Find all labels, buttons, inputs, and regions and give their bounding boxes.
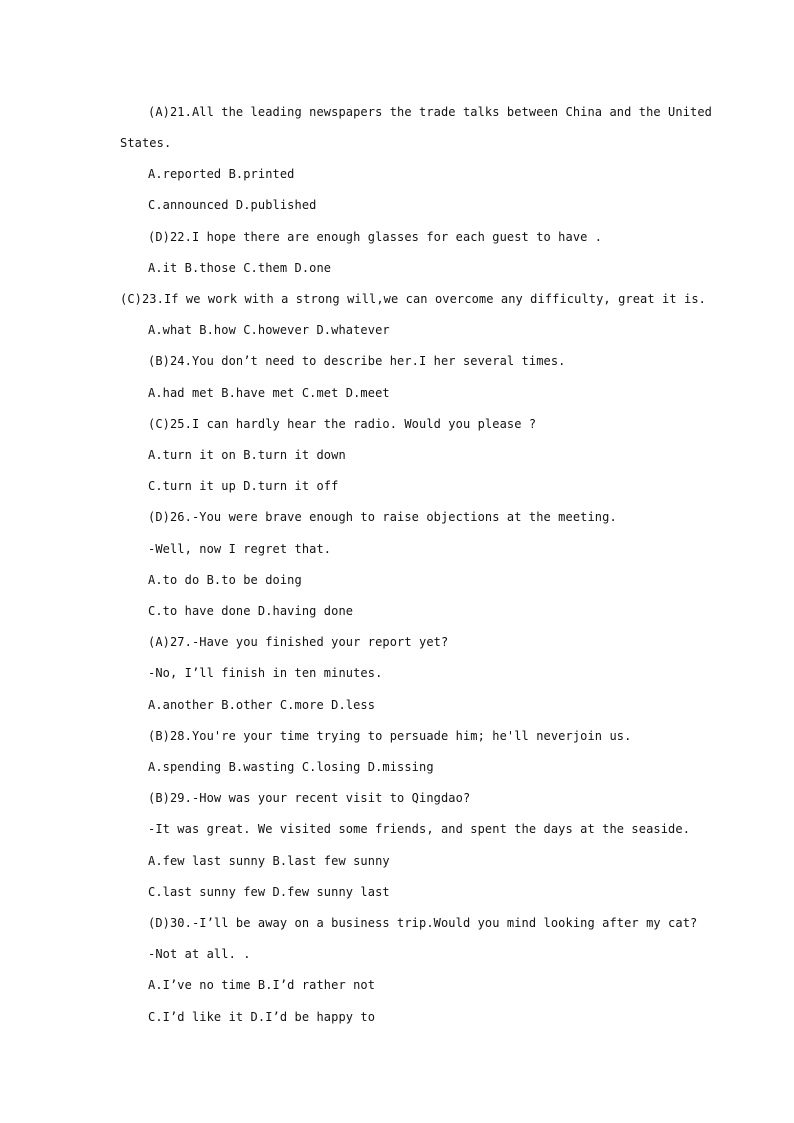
question-24: (B)24.You don’t need to describe her.I her several times. <box>148 354 566 368</box>
question-29-reply: -It was great. We visited some friends, and spent the days at the seaside. <box>148 822 691 836</box>
question-30: (D)30.-I’ll be away on a business trip.Would you mind looking after my cat? <box>148 916 698 930</box>
question-27-reply: -No, I’ll finish in ten minutes. <box>148 666 383 680</box>
question-26-options-c-d: C.to have done D.having done <box>148 604 354 618</box>
question-25-options-a-b: A.turn it on B.turn it down <box>148 448 346 462</box>
question-28-options: A.spending B.wasting C.losing D.missing <box>148 760 434 774</box>
question-23-options: A.what B.how C.however D.whatever <box>148 323 390 337</box>
question-22: (D)22.I hope there are enough glasses for each guest to have . <box>148 230 603 244</box>
question-21-continuation: States. <box>120 136 172 150</box>
question-22-options: A.it B.those C.them D.one <box>148 261 332 275</box>
question-28: (B)28.You're your time trying to persuade him; he'll neverjoin us. <box>148 729 632 743</box>
question-26-reply: -Well, now I regret that. <box>148 542 332 556</box>
question-26: (D)26.-You were brave enough to raise objections at the meeting. <box>148 510 617 524</box>
question-30-options-c-d: C.I’d like it D.I’d be happy to <box>148 1010 376 1024</box>
question-23: (C)23.If we work with a strong will,we can overcome any difficulty, great it is. <box>120 292 706 306</box>
question-25-options-c-d: C.turn it up D.turn it off <box>148 479 339 493</box>
question-24-options: A.had met B.have met C.met D.meet <box>148 386 390 400</box>
question-21-options-c-d: C.announced D.published <box>148 198 317 212</box>
question-27: (A)27.-Have you finished your report yet? <box>148 635 449 649</box>
question-25: (C)25.I can hardly hear the radio. Would you please ? <box>148 417 537 431</box>
question-26-options-a-b: A.to do B.to be doing <box>148 573 302 587</box>
question-30-reply: -Not at all. . <box>148 947 251 961</box>
question-30-options-a-b: A.I’ve no time B.I’d rather not <box>148 978 376 992</box>
question-29-options-a-b: A.few last sunny B.last few sunny <box>148 854 390 868</box>
question-21-options-a-b: A.reported B.printed <box>148 167 295 181</box>
question-29: (B)29.-How was your recent visit to Qingdao? <box>148 791 471 805</box>
question-21: (A)21.All the leading newspapers the trade talks between China and the United <box>148 105 712 119</box>
question-27-options: A.another B.other C.more D.less <box>148 698 376 712</box>
question-29-options-c-d: C.last sunny few D.few sunny last <box>148 885 390 899</box>
